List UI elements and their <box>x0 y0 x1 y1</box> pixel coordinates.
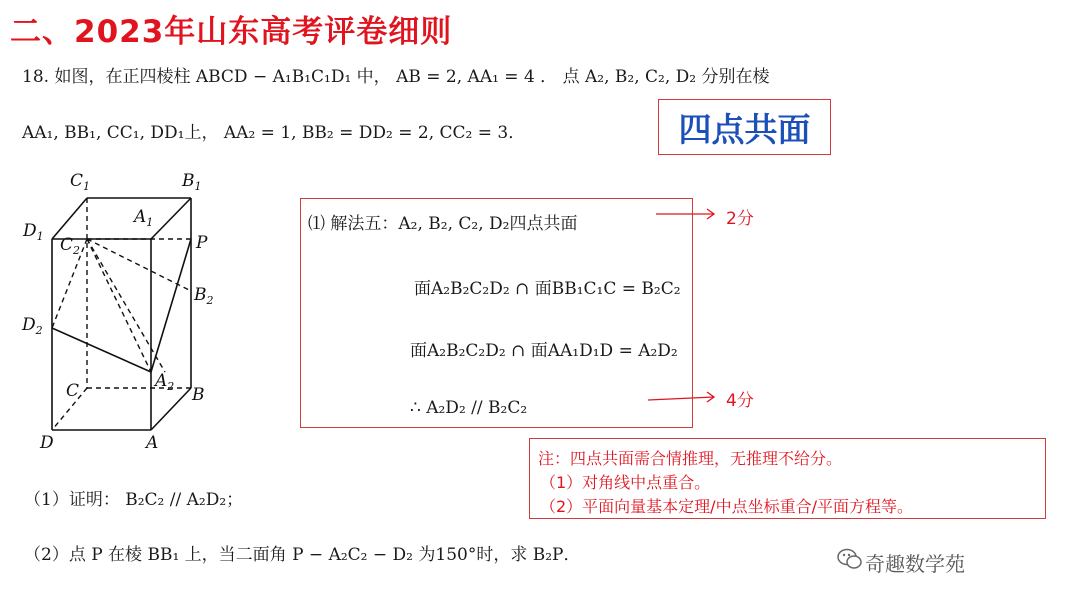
solution-line1: ⑴ 解法五：A₂, B₂, C₂, D₂四点共面 <box>308 214 578 234</box>
segment-C2-aux <box>87 239 165 372</box>
label-C1: $C_1$ <box>70 171 91 193</box>
label-P: P <box>196 233 208 253</box>
four-points-coplanar-tag: 四点共面 <box>658 99 831 155</box>
solution-line3: 面A₂B₂C₂D₂ ∩ 面AA₁D₁D = A₂D₂ <box>410 341 678 361</box>
score-2: 2分 <box>726 209 754 229</box>
label-A1: $A_1$ <box>134 207 154 229</box>
problem-statement-line2: AA₁, BB₁, CC₁, DD₁上， AA₂ = 1, BB₂ = DD₂ = 2, CC₂ = 3． <box>22 123 526 143</box>
score-4: 4分 <box>726 391 754 411</box>
label-D1: $D_1$ <box>23 221 44 243</box>
note-line3: （2）平面向量基本定理/中点坐标重合/平面方程等。 <box>540 497 913 516</box>
prism-figure <box>18 160 238 460</box>
solution-line2: 面A₂B₂C₂D₂ ∩ 面BB₁C₁C = B₂C₂ <box>414 279 681 299</box>
label-B: B <box>192 385 205 405</box>
note-line1: 注：四点共面需合情推理，无推理不给分。 <box>538 449 843 468</box>
label-B1: $B_1$ <box>182 171 202 193</box>
segment-A2P <box>151 239 191 372</box>
page-title: 二、2023年山东高考评卷细则 <box>10 14 453 50</box>
label-A2: $A_2$ <box>155 371 175 393</box>
label-C2: $C_2$ <box>60 235 81 257</box>
note-line2: （1）对角线中点重合。 <box>540 473 711 492</box>
label-C: C <box>66 381 80 401</box>
label-A: A <box>146 433 159 453</box>
solution-line4: ∴ A₂D₂ // B₂C₂ <box>410 398 528 418</box>
label-D2: $D_2$ <box>22 315 43 337</box>
label-B2: $B_2$ <box>194 285 214 307</box>
question-1: （1）证明： B₂C₂ // A₂D₂； <box>24 490 244 510</box>
segment-C2A2 <box>87 239 151 372</box>
problem-statement-line1: 18. 如图，在正四棱柱 ABCD − A₁B₁C₁D₁ 中， AB = 2, AA₁ = 4 ． 点 A₂, B₂, C₂, D₂ 分别在棱 <box>22 67 770 87</box>
edge-B1A1 <box>151 198 191 239</box>
watermark: 奇趣数学苑 <box>865 552 965 576</box>
wechat-icon <box>836 546 864 572</box>
score-arrow-2 <box>644 390 720 410</box>
score-arrow-1 <box>650 204 720 224</box>
edge-AB <box>151 388 191 430</box>
label-D: D <box>40 433 54 453</box>
edge-D1C1 <box>52 198 87 239</box>
segment-D2A2 <box>52 328 151 372</box>
question-2: （2）点 P 在棱 BB₁ 上，当二面角 P − A₂C₂ − D₂ 为150°时，求 B₂P． <box>24 545 581 565</box>
